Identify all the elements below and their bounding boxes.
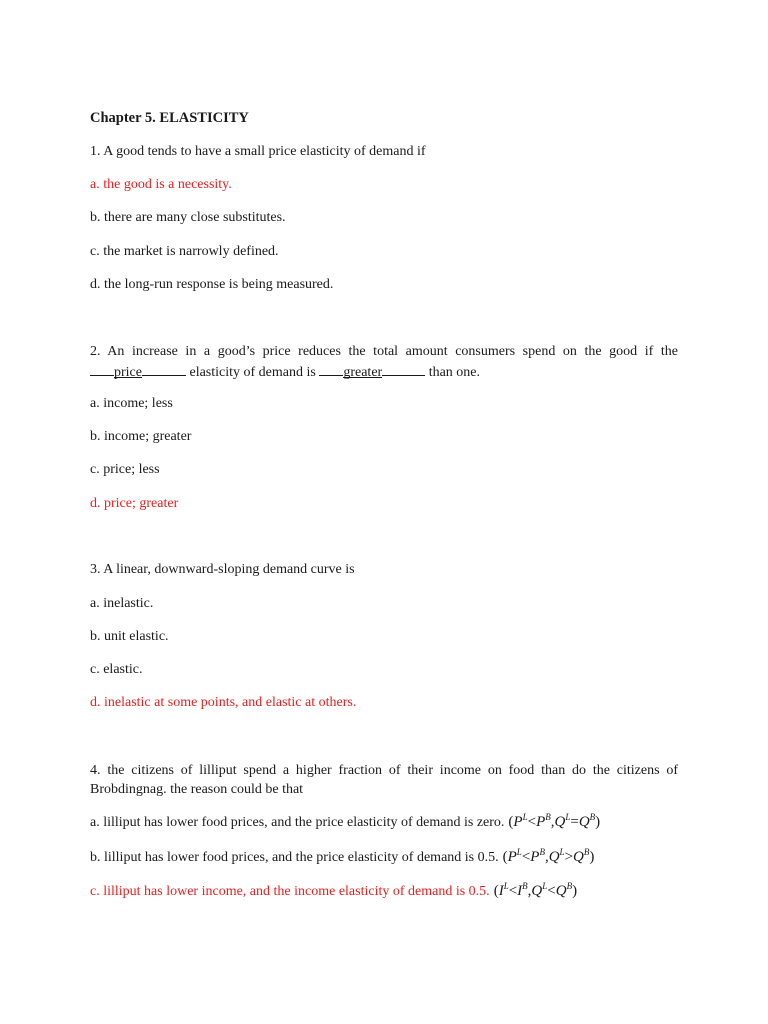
q2-mid: elasticity of demand is [185, 365, 320, 380]
chapter-title: Chapter 5. ELASTICITY [90, 110, 249, 126]
q2-blank-trail1 [142, 362, 186, 376]
q3-option-d: d. inelastic at some points, and elastic at others. [90, 695, 357, 710]
q2-option-b: b. income; greater [90, 429, 192, 444]
q4-option-c [90, 882, 577, 901]
q2-end: than one. [425, 365, 481, 380]
q3-option-b: b. unit elastic. [90, 629, 169, 644]
q2-blank-lead [90, 362, 114, 376]
q3-option-c: c. elastic. [90, 662, 143, 677]
q4-option-b [90, 848, 594, 867]
q1-option-d: d. the long-run response is being measured. [90, 277, 334, 292]
q2-option-c: c. price; less [90, 462, 160, 477]
q2-option-a: a. income; less [90, 396, 173, 411]
document-page [90, 0, 678, 1024]
q1-option-b: b. there are many close substitutes. [90, 210, 286, 225]
q2-stem-line2 [90, 362, 480, 382]
q1-stem: 1. A good tends to have a small price elasticity of demand if [90, 144, 426, 159]
q1-option-a: a. the good is a necessity. [90, 177, 232, 192]
q2-stem-line1: 2. An increase in a good’s price reduces the total amount consumers spend on the good if the [90, 344, 678, 359]
q3-option-a: a. inelastic. [90, 596, 154, 611]
q4-option-a-formula: $(P^L<P^B,Q^L=Q^B)$ [508, 812, 601, 830]
q2-fill1: price [114, 365, 142, 380]
q2-blank-trail2 [382, 362, 425, 376]
q2-option-d: d. price; greater [90, 496, 179, 511]
q4-stem: 4. the citizens of lilliput spend a higher fraction of their income on food than do the citizens of Brobdingnag. the reason could be that [90, 763, 678, 797]
q4-option-b-formula: $(P^L<P^B,Q^L>Q^B)$ [502, 847, 595, 865]
q2-fill2: greater [343, 365, 383, 380]
q4-option-c-text: c. lilliput has lower income, and the income elasticity of demand is 0.5. [90, 884, 490, 899]
q3-stem: 3. A linear, downward-sloping demand curve is [90, 562, 355, 577]
q1-option-c: c. the market is narrowly defined. [90, 244, 279, 259]
q4-option-b-text: b. lilliput has lower food prices, and the price elasticity of demand is 0.5. [90, 850, 499, 865]
q2-blank-lead2 [319, 362, 343, 376]
q4-option-a-text: a. lilliput has lower food prices, and the price elasticity of demand is zero. [90, 815, 505, 830]
q4-option-c-formula: $(I^L<I^B,Q^L<Q^B)$ [493, 881, 578, 899]
q4-option-a [90, 813, 600, 832]
